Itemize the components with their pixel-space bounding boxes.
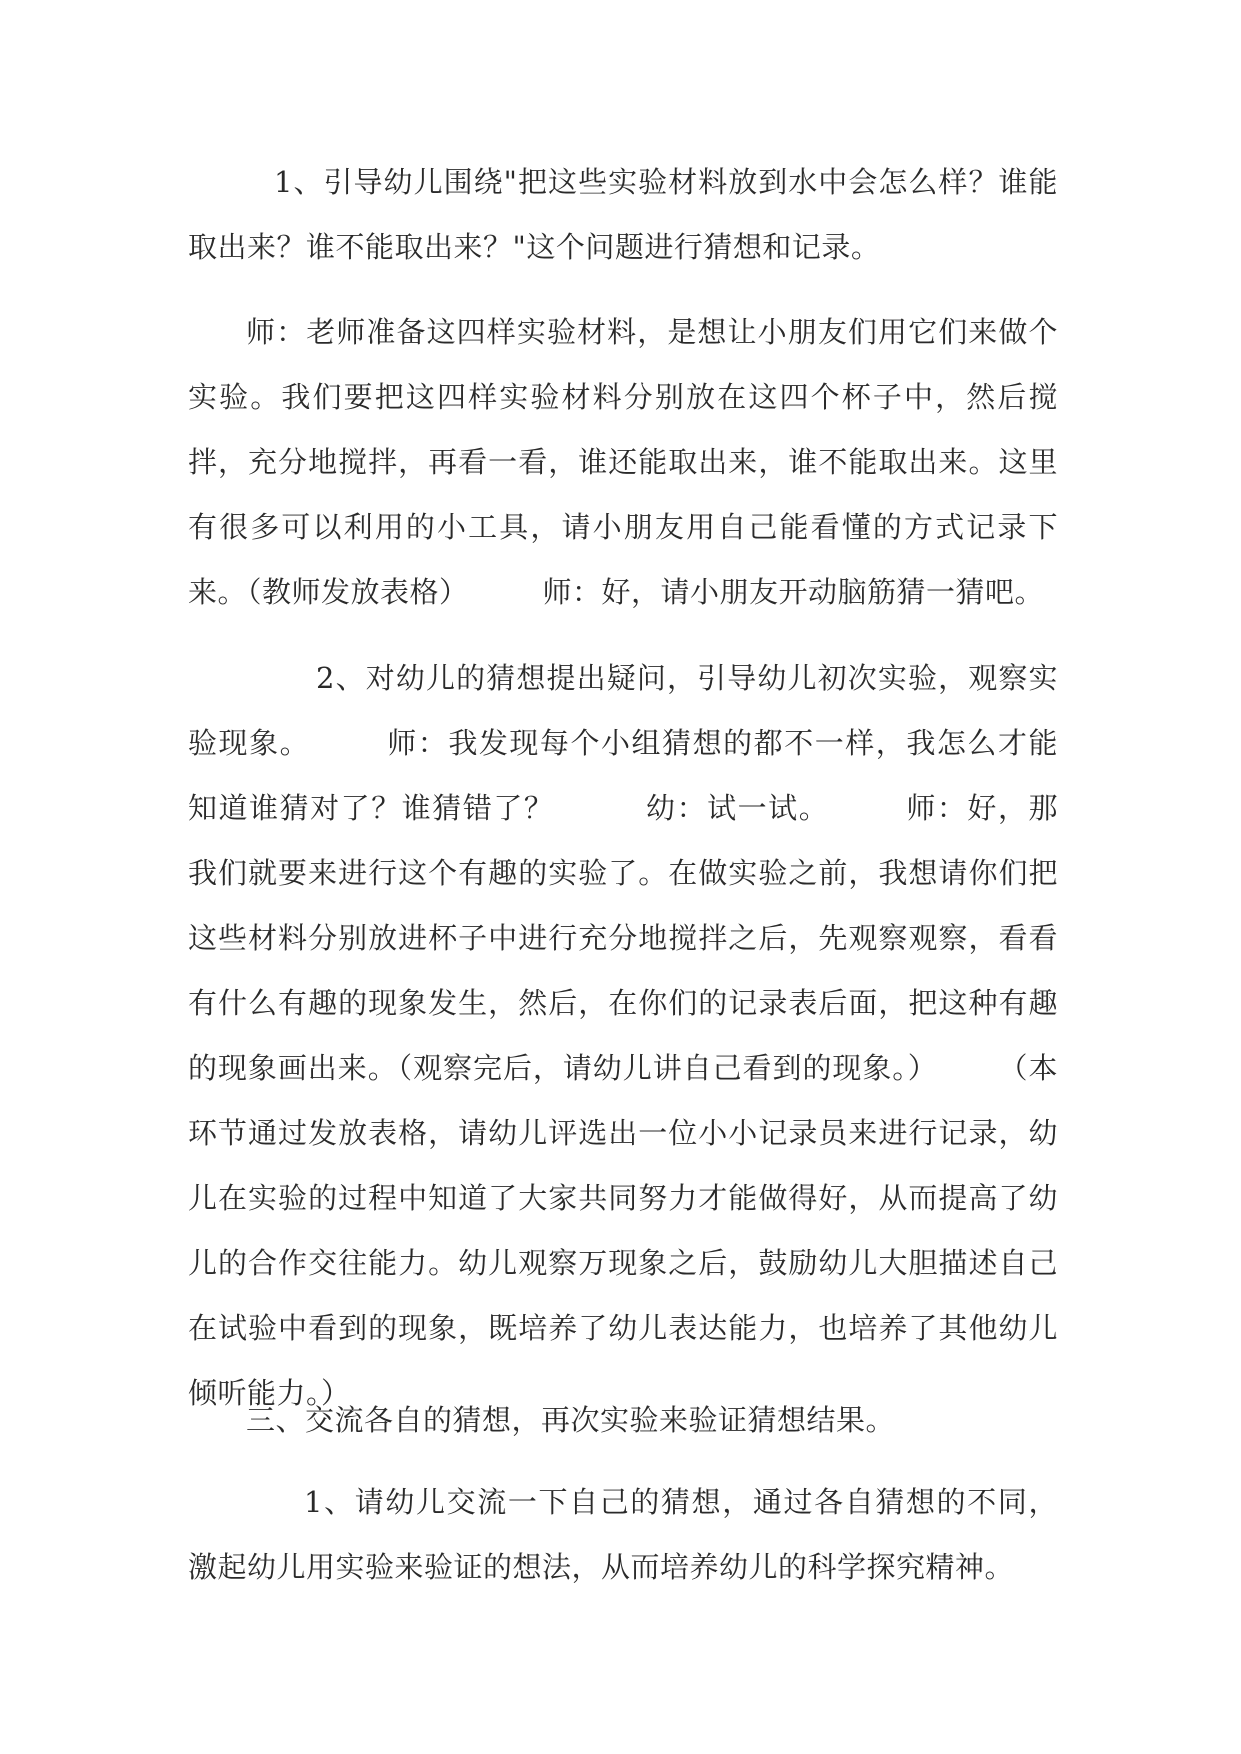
paragraph-teacher-instructions: 师：老师准备这四样实验材料，是想让小朋友们用它们来做个实验。我们要把这四样实验材料分别放在这四个杯子中，然后搅拌，充分地搅拌，再看一看，谁还能取出来，谁不能取出来。这里有很多可以利用的小工具，请小朋友用自己能看懂的方式记录下来。（教师发放表格） 师：好，请小朋友开动脑筋猜一猜吧。 xyxy=(188,315,1058,609)
paragraph-exchange-guesses: 1、请幼儿交流一下自己的猜想，通过各自猜想的不同，激起幼儿用实验来验证的想法，从而培养幼儿的科学探究精神。 xyxy=(188,1485,1058,1584)
section-heading-three: 三、交流各自的猜想，再次实验来验证猜想结果。 xyxy=(246,1403,896,1437)
paragraph-guess-and-record: 1、引导幼儿围绕"把这些实验材料放到水中会怎么样？谁能取出来？谁不能取出来？"这个问题进行猜想和记录。 xyxy=(188,165,1058,264)
paragraph-first-experiment: 2、对幼儿的猜想提出疑问，引导幼儿初次实验，观察实验现象。 师：我发现每个小组猜想的都不一样，我怎么才能知道谁猜对了？谁猜错了？ 幼：试一试。 师：好，那我们就要来进行这个有趣的实验了。在做实验之前，我想请你们把这些材料分别放进杯子中进行充分地搅拌之后，先观察观察，看看有什么有趣的现象发生，然后，在你们的记录表后面，把这种有趣的现象画出来。（观察完后，请幼儿讲自己看到的现象。） （本环节通过发放表格，请幼儿评选出一位小小记录员来进行记录，幼儿在实验的过程中知道了大家共同努力才能做得好，从而提高了幼儿的合作交往能力。幼儿观察万现象之后，鼓励幼儿大胆描述自己在试验中看到的现象，既培养了幼儿表达能力，也培养了其他幼儿倾听能力。） xyxy=(188,661,1058,1410)
